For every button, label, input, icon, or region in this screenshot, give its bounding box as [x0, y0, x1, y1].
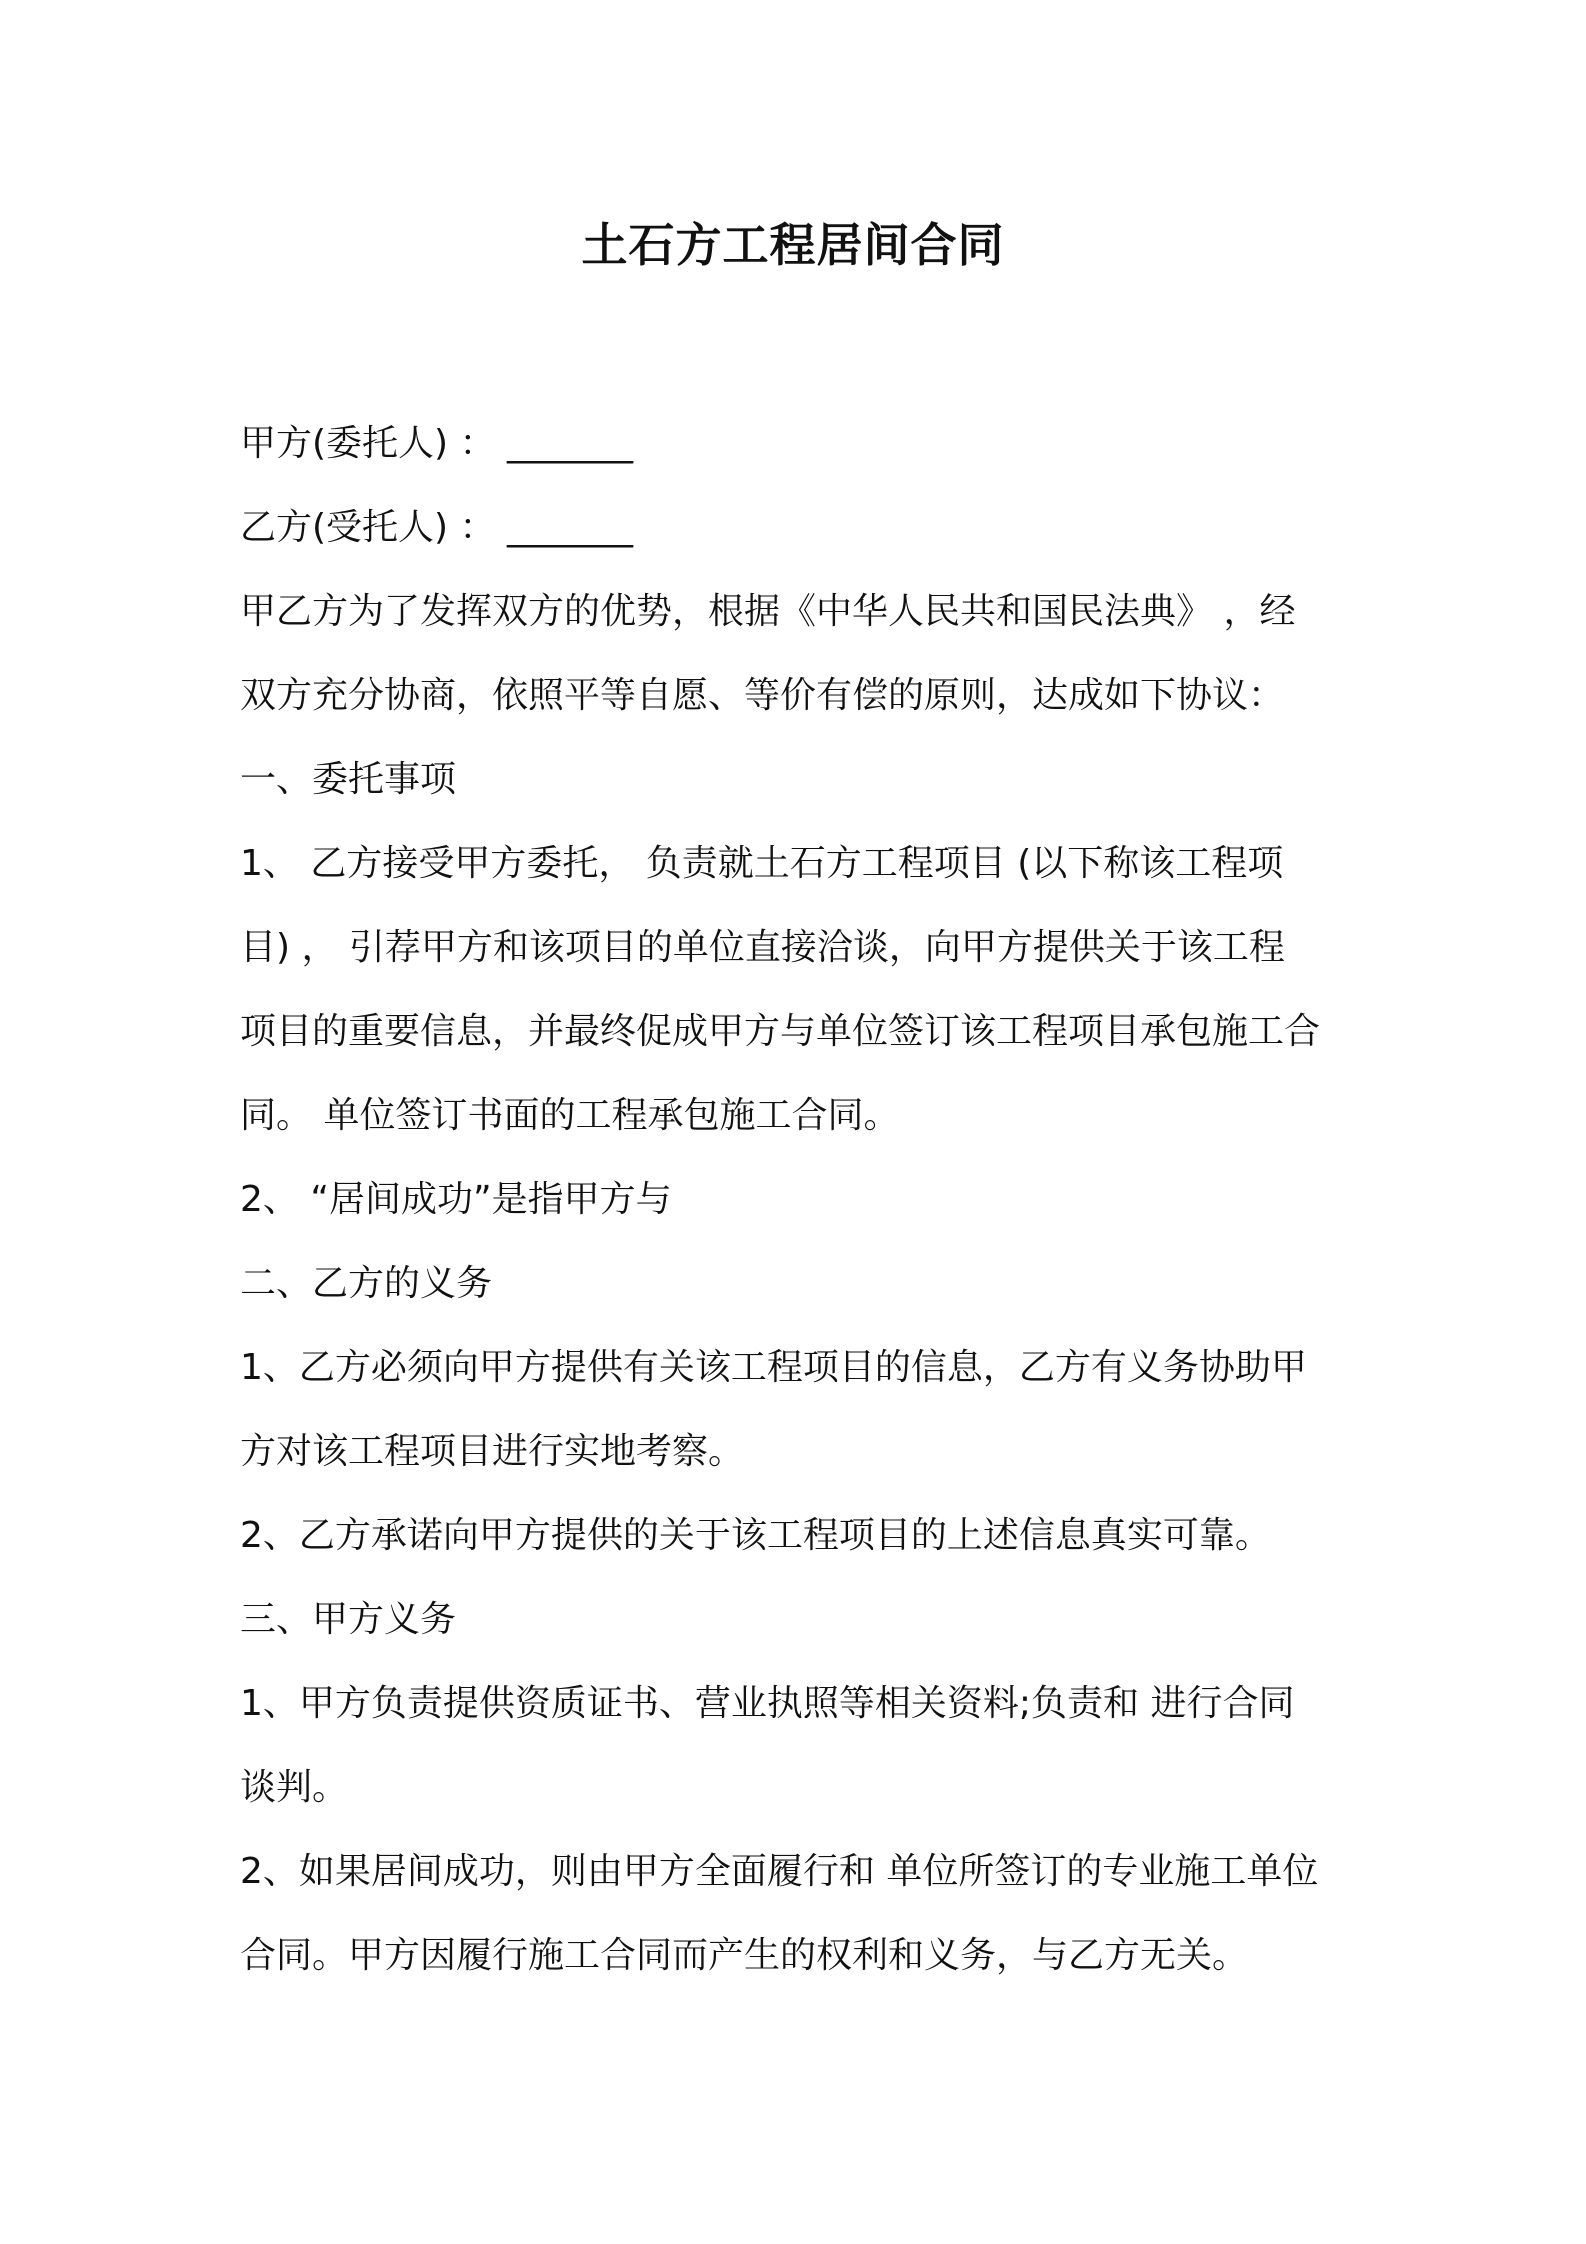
clause-3-1-line-1: 1、甲方负责提供资质证书、营业执照等相关资料;负责和 进行合同 [240, 1683, 1295, 1724]
clause-2-1-line-2: 方对该工程项目进行实地考察。 [240, 1431, 745, 1472]
clause-2-2-line-1: 2、乙方承诺向甲方提供的关于该工程项目的上述信息真实可靠。 [240, 1515, 1271, 1556]
clause-2-1-line-1: 1、乙方必须向甲方提供有关该工程项目的信息，乙方有义务协助甲 [240, 1347, 1307, 1388]
preamble-line-1: 甲乙方为了发挥双方的优势，根据《中华人民共和国民法典》 ，经 [240, 591, 1296, 632]
clause-3-1-line-2: 谈判。 [240, 1767, 349, 1808]
clause-1-1-line-2: 目) ， 引荐甲方和该项目的单位直接洽谈，向甲方提供关于该工程 [240, 927, 1285, 968]
clause-1-1-line-1: 1、 乙方接受甲方委托， 负责就土石方工程项目 (以下称该工程项 [240, 843, 1284, 884]
clause-1-2-line-1: 2、 “居间成功”是指甲方与 [240, 1179, 672, 1220]
document-title: 土石方工程居间合同 [581, 218, 1005, 272]
preamble-line-2: 双方充分协商，依照平等自愿、等价有偿的原则，达成如下协议： [240, 675, 1285, 716]
clause-3-2-line-2: 合同。甲方因履行施工合同而产生的权利和义务，与乙方无关。 [240, 1935, 1249, 1976]
clause-1-1-line-3: 项目的重要信息，并最终促成甲方与单位签订该工程项目承包施工合 [240, 1011, 1321, 1052]
party-a-line: 甲方(委托人) ： _______ [240, 423, 633, 464]
section-heading-2: 二、乙方的义务 [240, 1263, 493, 1304]
party-b-line: 乙方(受托人) ： _______ [240, 507, 633, 548]
section-heading-1: 一、委托事项 [240, 759, 457, 800]
clause-3-2-line-1: 2、如果居间成功，则由甲方全面履行和 单位所签订的专业施工单位 [240, 1851, 1319, 1892]
document-body [240, 402, 1360, 1998]
section-heading-3: 三、甲方义务 [240, 1599, 457, 1640]
clause-1-1-line-4: 同。 单位签订书面的工程承包施工合同。 [240, 1095, 900, 1136]
